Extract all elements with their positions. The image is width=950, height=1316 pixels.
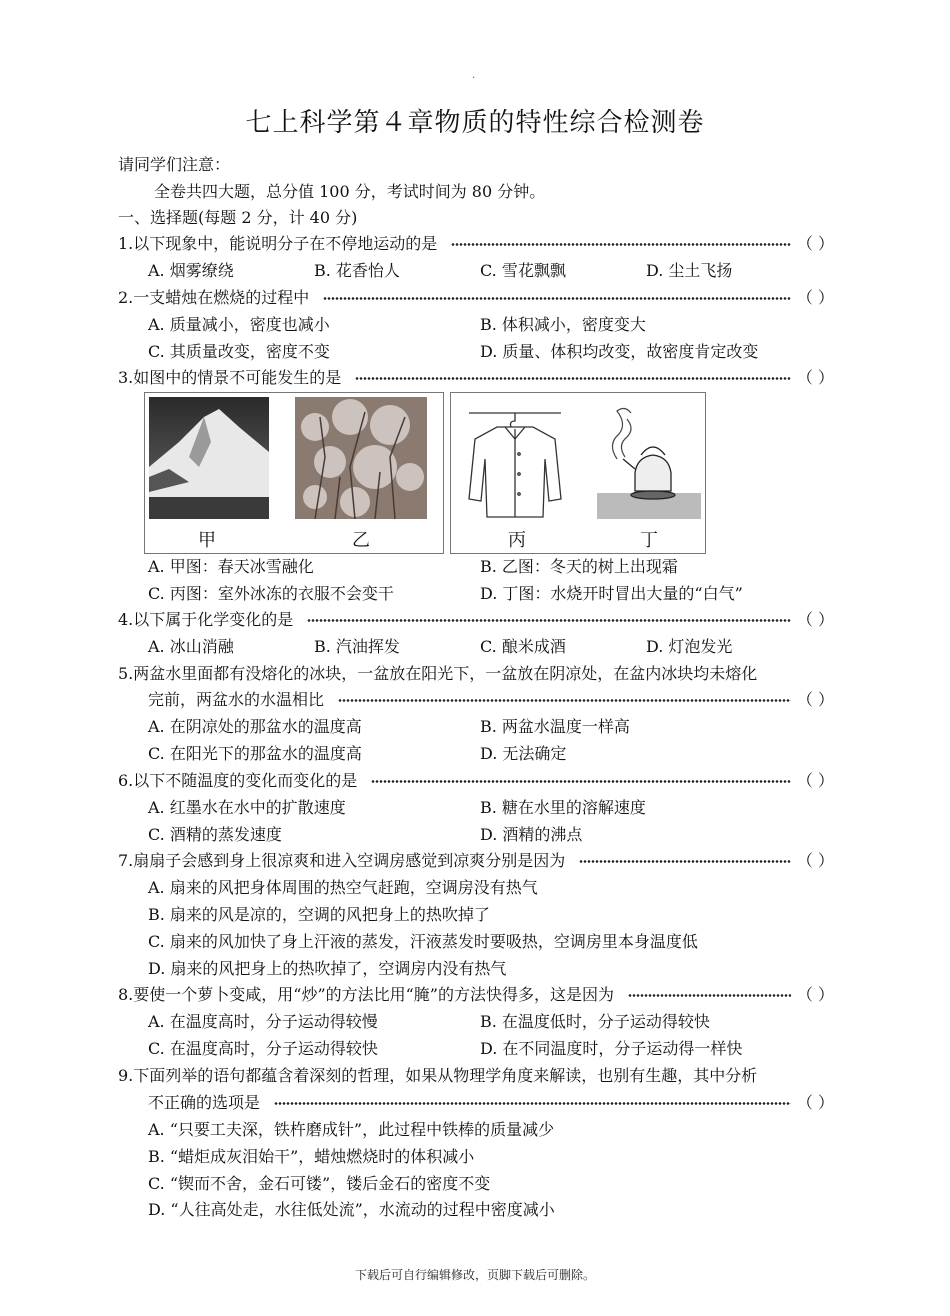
- page-title: 七上科学第４章物质的特性综合检测卷: [245, 108, 705, 138]
- question-7-option-d: D. 扇来的风把身上的热吹掉了，空调房内没有热气: [148, 959, 507, 978]
- question-8-text: 8.要使一个萝卜变咸，用“炒”的方法比用“腌”的方法快得多，这是因为: [118, 985, 614, 1004]
- figure-label-yi: 乙: [352, 530, 370, 551]
- frosted-tree-image: [295, 397, 427, 519]
- option-d: D. 质量、体积均改变，故密度肯定改变: [480, 342, 759, 361]
- answer-bracket: （ ）: [796, 851, 834, 870]
- option-c: C. 雪花飘飘: [480, 261, 566, 280]
- question-7-option-b: B. 扇来的风是凉的，空调的风把身上的热吹掉了: [148, 905, 490, 924]
- dot-leader: [307, 619, 791, 622]
- dot-leader: [451, 243, 791, 246]
- option-c: C. 丙图：室外冰冻的衣服不会变干: [148, 584, 394, 603]
- question-5-options-row1: [148, 714, 834, 740]
- question-9-option-c: C. “锲而不舍，金石可镂”，镂后金石的密度不变: [148, 1174, 491, 1193]
- option-d: D. 无法确定: [480, 744, 567, 763]
- question-9-option-d: D. “人往高处走，水往低处流”，水流动的过程中密度减小: [148, 1200, 555, 1219]
- dot-leader: [628, 994, 791, 997]
- option-b: B. 糖在水里的溶解速度: [480, 798, 646, 817]
- question-9-stem: 9.下面列举的语句都蕴含着深刻的哲理，如果从物理学角度来解读，也别有生趣，其中分析: [118, 1066, 758, 1085]
- answer-bracket: （ ）: [796, 985, 834, 1004]
- option-c: C. 酿米成酒: [480, 637, 566, 656]
- option-c: C. 其质量改变，密度不变: [148, 342, 330, 361]
- option-a: A. 质量减小，密度也减小: [148, 315, 330, 334]
- option-b: B. 汽油挥发: [314, 637, 400, 656]
- question-5-stem-cont: [148, 687, 834, 713]
- dot-leader: [355, 377, 791, 380]
- question-8-stem: [118, 982, 834, 1008]
- section-heading: 一、选择题(每题 2 分，计 40 分): [118, 208, 358, 227]
- figure-label-bing: 丙: [508, 530, 526, 551]
- figure-left-panel: [144, 392, 444, 554]
- option-b: B. 在温度低时，分子运动得较快: [480, 1012, 710, 1031]
- option-a: A. 在阴凉处的那盆水的温度高: [148, 717, 362, 736]
- option-a: A. 烟雾缭绕: [148, 261, 234, 280]
- question-8-options-row2: [148, 1036, 834, 1062]
- option-c: C. 在阳光下的那盆水的温度高: [148, 744, 362, 763]
- dot-leader: [323, 297, 791, 300]
- question-7-stem: [118, 848, 834, 874]
- answer-bracket: （ ）: [796, 1093, 834, 1112]
- question-9-stem-cont: [148, 1090, 834, 1116]
- question-7-text: 7.扇扇子会感到身上很凉爽和进入空调房感觉到凉爽分别是因为: [118, 851, 566, 870]
- dot-leader: [274, 1102, 791, 1105]
- dot-leader: [371, 780, 791, 783]
- boiling-kettle-image: [597, 399, 701, 519]
- snow-mountain-image: [149, 397, 269, 519]
- answer-bracket: （ ）: [796, 771, 834, 790]
- option-a: A. 在温度高时，分子运动得较慢: [148, 1012, 378, 1031]
- option-c: C. 在温度高时，分子运动得较快: [148, 1039, 378, 1058]
- question-3-options-row1: [148, 554, 834, 580]
- option-d: D. 尘土飞扬: [646, 261, 733, 280]
- option-b: B. 花香怡人: [314, 261, 400, 280]
- question-2-options-row1: [148, 312, 834, 338]
- answer-bracket: （ ）: [796, 610, 834, 629]
- question-7-option-c: C. 扇来的风加快了身上汗液的蒸发，汗液蒸发时要吸热，空调房里本身温度低: [148, 932, 698, 951]
- dot-leader: [338, 699, 791, 702]
- header-dot: .: [472, 70, 476, 81]
- option-a: A. 红墨水在水中的扩散速度: [148, 798, 346, 817]
- option-d: D. 酒精的沸点: [480, 825, 583, 844]
- question-3-stem: [118, 365, 834, 391]
- answer-bracket: （ ）: [796, 234, 834, 253]
- frozen-shirt-image: [457, 399, 567, 519]
- question-6-stem: [118, 768, 834, 794]
- question-2-options-row2: [148, 339, 834, 365]
- dot-leader: [579, 860, 791, 863]
- question-5-stem: 5.两盆水里面都有没熔化的冰块，一盆放在阳光下，一盆放在阴凉处，在盆内冰块均未熔化: [118, 664, 758, 683]
- option-b: B. 乙图：冬天的树上出现霜: [480, 557, 678, 576]
- figure-label-jia: 甲: [198, 530, 216, 551]
- figure-right-panel: [450, 392, 706, 554]
- option-d: D. 丁图：水烧开时冒出大量的“白气”: [480, 584, 743, 603]
- question-1-text: 1.以下现象中，能说明分子在不停地运动的是: [118, 234, 438, 253]
- page-footer: 下载后可自行编辑修改，页脚下载后可删除。: [354, 1268, 595, 1282]
- question-9-option-b: B. “蜡炬成灰泪始干”，蜡烛燃烧时的体积减小: [148, 1147, 475, 1166]
- notice-text: 全卷共四大题，总分值 100 分，考试时间为 80 分钟。: [154, 182, 546, 201]
- question-4-text: 4.以下属于化学变化的是: [118, 610, 294, 629]
- figure-label-ding: 丁: [640, 530, 658, 551]
- question-1-stem: [118, 231, 834, 257]
- question-3-options-row2: [148, 581, 834, 607]
- question-6-options-row2: [148, 822, 834, 848]
- question-9-option-a: A. “只要工夫深，铁杵磨成针”，此过程中铁棒的质量减少: [148, 1120, 555, 1139]
- question-6-options-row1: [148, 795, 834, 821]
- question-1-options: [148, 258, 834, 284]
- option-d: D. 在不同温度时，分子运动得一样快: [480, 1039, 743, 1058]
- question-3-text: 3.如图中的情景不可能发生的是: [118, 368, 342, 387]
- notice-heading: 请同学们注意：: [118, 155, 231, 174]
- question-2-stem: [118, 285, 834, 311]
- question-8-options-row1: [148, 1009, 834, 1035]
- option-d: D. 灯泡发光: [646, 637, 733, 656]
- question-5-options-row2: [148, 741, 834, 767]
- answer-bracket: （ ）: [796, 368, 834, 387]
- question-4-options: [148, 634, 834, 660]
- option-a: A. 冰山消融: [148, 637, 234, 656]
- question-2-text: 2.一支蜡烛在燃烧的过程中: [118, 288, 310, 307]
- question-5-text-cont: 完前，两盆水的水温相比: [148, 690, 325, 709]
- option-b: B. 体积减小，密度变大: [480, 315, 646, 334]
- question-9-text-cont: 不正确的选项是: [148, 1093, 261, 1112]
- option-c: C. 酒精的蒸发速度: [148, 825, 282, 844]
- option-a: A. 甲图：春天冰雪融化: [148, 557, 314, 576]
- option-b: B. 两盆水温度一样高: [480, 717, 630, 736]
- answer-bracket: （ ）: [796, 690, 834, 709]
- question-4-stem: [118, 607, 834, 633]
- question-7-option-a: A. 扇来的风把身体周围的热空气赶跑，空调房没有热气: [148, 878, 538, 897]
- answer-bracket: （ ）: [796, 288, 834, 307]
- question-6-text: 6.以下不随温度的变化而变化的是: [118, 771, 358, 790]
